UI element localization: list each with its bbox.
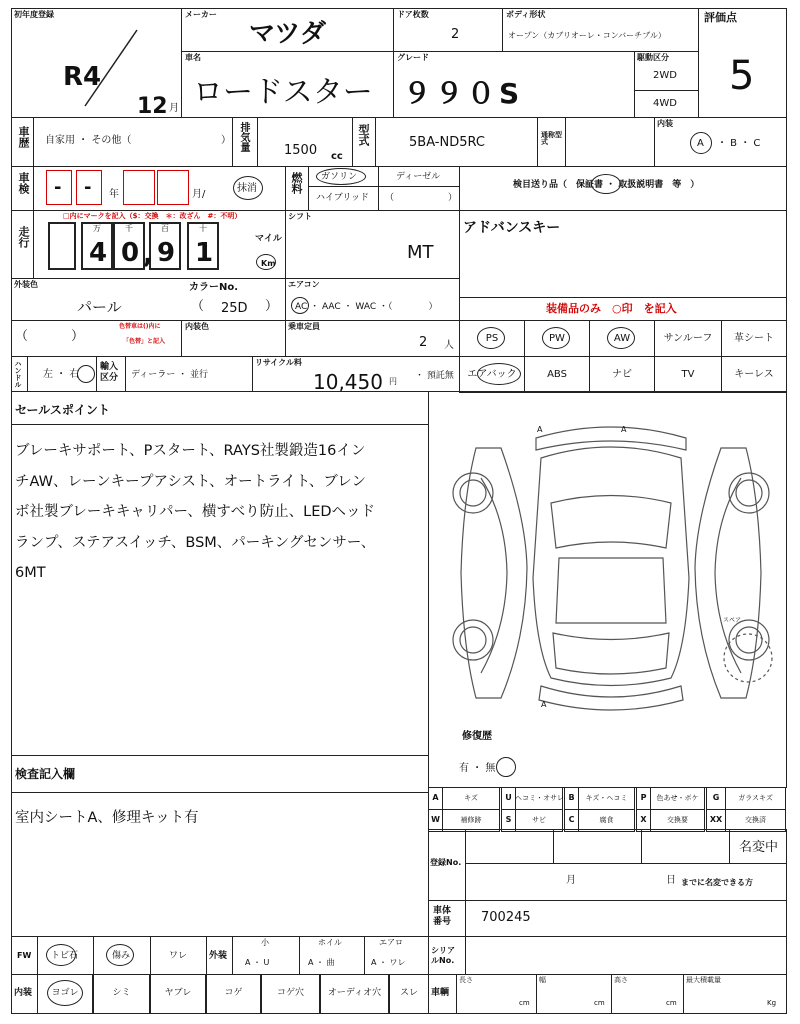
import-label: 輸入区分 [100,362,119,383]
odo-sep: , [143,240,153,270]
equip-1-1: ABS [547,369,567,380]
sales-line-4: ランプ、ステアスイッチ、BSM、パーキングセンサー、 [15,534,376,551]
mileage-km: Km [261,259,276,268]
handle-value: 左 ・ 右 [43,369,80,380]
displacement-unit: cc [331,151,343,162]
size-max: 最大積載量 [686,976,721,984]
equip-0-0: PS [485,333,499,344]
legend-code-1-2: C [568,815,575,824]
inner-item-3: コゲ [224,988,243,998]
fuel-diesel: ディーゼル [396,172,441,182]
inspection-none: 抹消 [237,183,257,194]
odo-digit-4: 1 [195,238,214,268]
inspection-year-unit: 年 [109,189,119,200]
odo-unit-3: 百 [161,224,169,233]
equip-1-4: キーレス [734,369,774,380]
legend-label-1-0: 補修跡 [460,816,482,824]
equip-0-2: AW [613,333,631,344]
odo-digit-1: 4 [89,238,108,268]
interior-a-circle [690,132,712,154]
repair-value: 有 ・ 無 [459,763,496,774]
interior-label: 内装 [657,119,673,128]
recycle-label: リサイクル料 [255,358,302,367]
capacity-label: 乗車定員 [288,322,320,331]
inner-item-6: スレ [399,988,418,998]
model-value: 5BA-ND5RC [409,135,485,150]
diagram-a3: A [541,700,547,709]
serial-cell [428,936,787,975]
mileage-note: □内にマークを記入（$：交換 ＊：改ざん #：不明） [63,212,242,220]
car-diagram [441,408,781,728]
legend-code-0-2: B [568,793,575,802]
inspection-month-unit: 月/ [192,189,206,200]
size-kg: Kg [767,999,777,1007]
legend-code-0-1: U [505,793,512,802]
drive-opt2: 4WD [653,98,677,109]
chassis-label: 車体番号 [433,906,452,927]
fw-item-2: 傷み [112,951,131,961]
doors-value: 2 [451,27,460,42]
odo-unit-1: 万 [93,224,101,233]
legend-label-0-3: 色あせ・ボケ [656,794,699,802]
registration-day: 日 [666,875,676,886]
registration-month: 月 [566,875,576,886]
legend-label-0-0: キズ [464,794,478,802]
recycle-unit: 円 [389,377,397,386]
equip-circle-0-1 [542,327,570,349]
equip-0-4: 革シート [734,333,774,344]
model-label: 型式 [357,124,370,146]
inner-item-1: シミ [112,988,131,998]
size-cm-2: cm [594,999,605,1007]
reg-year-era: R4 [63,62,102,92]
legend-label-1-4: 交換済 [745,816,766,824]
equip-circle-1-0 [477,363,521,385]
docs-value: 検目送り品（ 保証書 ・ 取扱説明書 等 ） [513,180,700,190]
inner-item-0: ヨゴレ [51,988,79,998]
size-width: 幅 [539,976,546,984]
exterior-wheel-val: A ・ 曲 [308,958,335,967]
exterior-small: 小 [261,938,269,947]
legend-code-1-3: X [640,815,647,824]
fuel-other: （ ） [385,193,458,203]
recycle-value: 10,450 [313,370,383,394]
exterior-aero-val: A ・ ワレ [371,958,406,967]
exterior-label: 外装 [209,951,228,961]
color-no-open: （ [191,299,205,314]
odo-unit-4: 十 [199,224,207,233]
reg-year-month-unit: 月 [169,103,179,114]
sales-line-5: 6MT [15,565,46,581]
size-label: 車輌 [431,988,450,998]
color-change-open: （ [15,329,29,344]
fuel-hybrid: ハイブリッド [316,193,370,203]
legend-label-0-4: ガラスキズ [738,794,773,802]
auction-sheet [11,8,787,1014]
diagram-a1: A [537,425,543,434]
legend-label-1-3: 交換要 [667,816,688,824]
size-cell [428,974,787,1014]
recycle-deposit: ・ 預託無 [415,371,454,381]
fuel-label: 燃料 [290,172,303,194]
equip-0-1: PW [549,333,565,344]
body-type-label: ボディ形状 [506,10,546,19]
interior-a: A [697,138,704,149]
aircon-value: AC ・ AAC ・ WAC ・（ ） [295,302,438,312]
sales-line-2: チAW、レーンキープアシスト、オートライト、ブレン [15,473,366,490]
color-change-note1: 色替車は()内に [119,323,161,330]
equip-1-3: TV [681,369,695,380]
color-no-value: 25D [221,301,248,316]
size-length: 長さ [459,976,473,984]
check-label: 検査記入欄 [15,767,76,781]
mileage-label: 走行 [17,226,30,248]
slash-mark [81,28,141,108]
legend-code-1-4: XX [709,815,723,824]
fw-item-1: トビ石 [51,951,79,961]
registration-name-change: 名変中 [739,840,779,855]
shift-value: MT [407,242,434,263]
int-color-label: 内装色 [185,322,209,331]
inspection-dash-2: - [84,177,92,198]
import-value: ディーラー ・ 並行 [131,370,209,380]
maker-label: メーカー [185,10,217,19]
history-close: ） [221,135,231,146]
history-label: 車歴 [17,126,30,148]
inner-label: 内装 [14,988,33,998]
odo-unit-2: 千 [125,224,133,233]
reg-year-label: 初年度登録 [14,10,54,19]
fuel-gas: ガソリン [321,172,358,182]
shift-label: シフト [288,212,312,221]
handle-label: ハンドル [14,360,22,388]
registration-deadline: までに名変できる方 [681,878,753,887]
inspection-label: 車検 [17,172,30,194]
legend-code-0-0: A [432,793,439,802]
body-type-value: オープン（カブリオーレ・コンバーチブル） [508,31,666,40]
equip-1-0: エアバック [467,369,517,380]
doors-label: ドア枚数 [397,10,429,19]
drive-label: 駆動区分 [637,53,669,62]
equip-circle-0-0 [477,327,505,349]
score-value: 5 [729,53,755,99]
inner-item-5: オーディオ穴 [327,988,382,998]
color-no-close: ） [265,299,279,314]
inner-item-2: ヤブレ [164,988,192,998]
serial-label: シリアルNo. [431,946,455,966]
diagram-a2: A [621,425,627,434]
ext-color-label: 外装色 [14,280,38,289]
reg-year-month: 12 [137,94,168,119]
legend-label-0-2: キズ・ヘコミ [585,794,628,802]
score-label: 評価点 [704,11,737,24]
exterior-small-val: A ・ U [245,958,270,967]
odo-box-5 [81,222,113,270]
advance-value: アドバンスキー [463,220,561,236]
fw-label: FW [17,951,32,960]
legend-label-0-1: ヘコミ・オサレ [515,794,564,802]
color-change-note2: 「色替」と記入 [123,338,166,345]
repair-label: 修復歴 [462,731,492,742]
exterior-aero: エアロ [379,938,403,947]
equip-title: 装備品のみ ○印 を記入 [546,302,677,315]
size-cm-1: cm [519,999,530,1007]
check-text: 室内シートA、修理キット有 [15,810,199,826]
mileage-mile: マイル [255,234,282,244]
size-cm-3: cm [666,999,677,1007]
legend-code-0-4: G [712,793,720,802]
odo-digit-3: 9 [157,238,176,268]
displacement-value: 1500 [284,143,318,158]
grade-value: ９９０S [403,77,524,110]
sales-label: セールスポイント [15,403,110,417]
equip-1-2: ナビ [612,369,632,380]
equip-circle-0-2 [607,327,635,349]
chassis-value: 700245 [481,910,531,925]
color-no-label: カラーNo. [189,282,239,293]
equip-0-3: サンルーフ [663,333,713,344]
legend-code-1-1: S [505,815,512,824]
registration-cell [428,829,787,901]
legend-label-1-2: 腐食 [599,816,614,824]
interior-bc: ・ B ・ C [717,138,761,149]
sales-text [15,444,375,581]
capacity-unit: 人 [444,340,454,351]
legend-code-0-3: P [640,793,647,802]
diagram-spare: スペア [723,617,742,624]
sales-line-1: ブレーキサポート、Pスタート、RAYS社製鍛造16イン [15,443,366,459]
displacement-label: 排気量 [238,122,249,152]
legend-label-1-1: サビ [532,816,546,824]
maker-value: マツダ [249,19,326,49]
history-value: 自家用 ・ その他（ [45,135,132,146]
fw-item-3: ワレ [169,951,188,961]
odo-box-0 [48,222,76,270]
size-height: 高さ [614,976,628,984]
inner-item-4: コゲ穴 [276,988,304,998]
ext-color-value: パール [77,298,122,316]
aircon-label: エアコン [288,280,320,289]
color-change-close: ） [71,329,85,344]
exterior-wheel: ホイル [318,938,342,947]
capacity-value: 2 [419,335,428,350]
registration-label: 登録No. [430,858,462,867]
sales-line-3: ボ社製ブレーキキャリパー、横すべり防止、LEDヘッド [15,504,376,520]
odo-digit-2: 0 [121,238,140,268]
common-model-label: 通称型式 [541,131,562,146]
grade-label: グレード [397,53,429,62]
car-name-value: ロードスター [193,75,373,110]
legend-code-1-0: W [431,815,440,824]
inspection-dash-1: - [54,177,62,198]
drive-opt1: 2WD [653,70,677,81]
car-name-label: 車名 [185,53,201,62]
inner-circle-0 [47,980,83,1006]
